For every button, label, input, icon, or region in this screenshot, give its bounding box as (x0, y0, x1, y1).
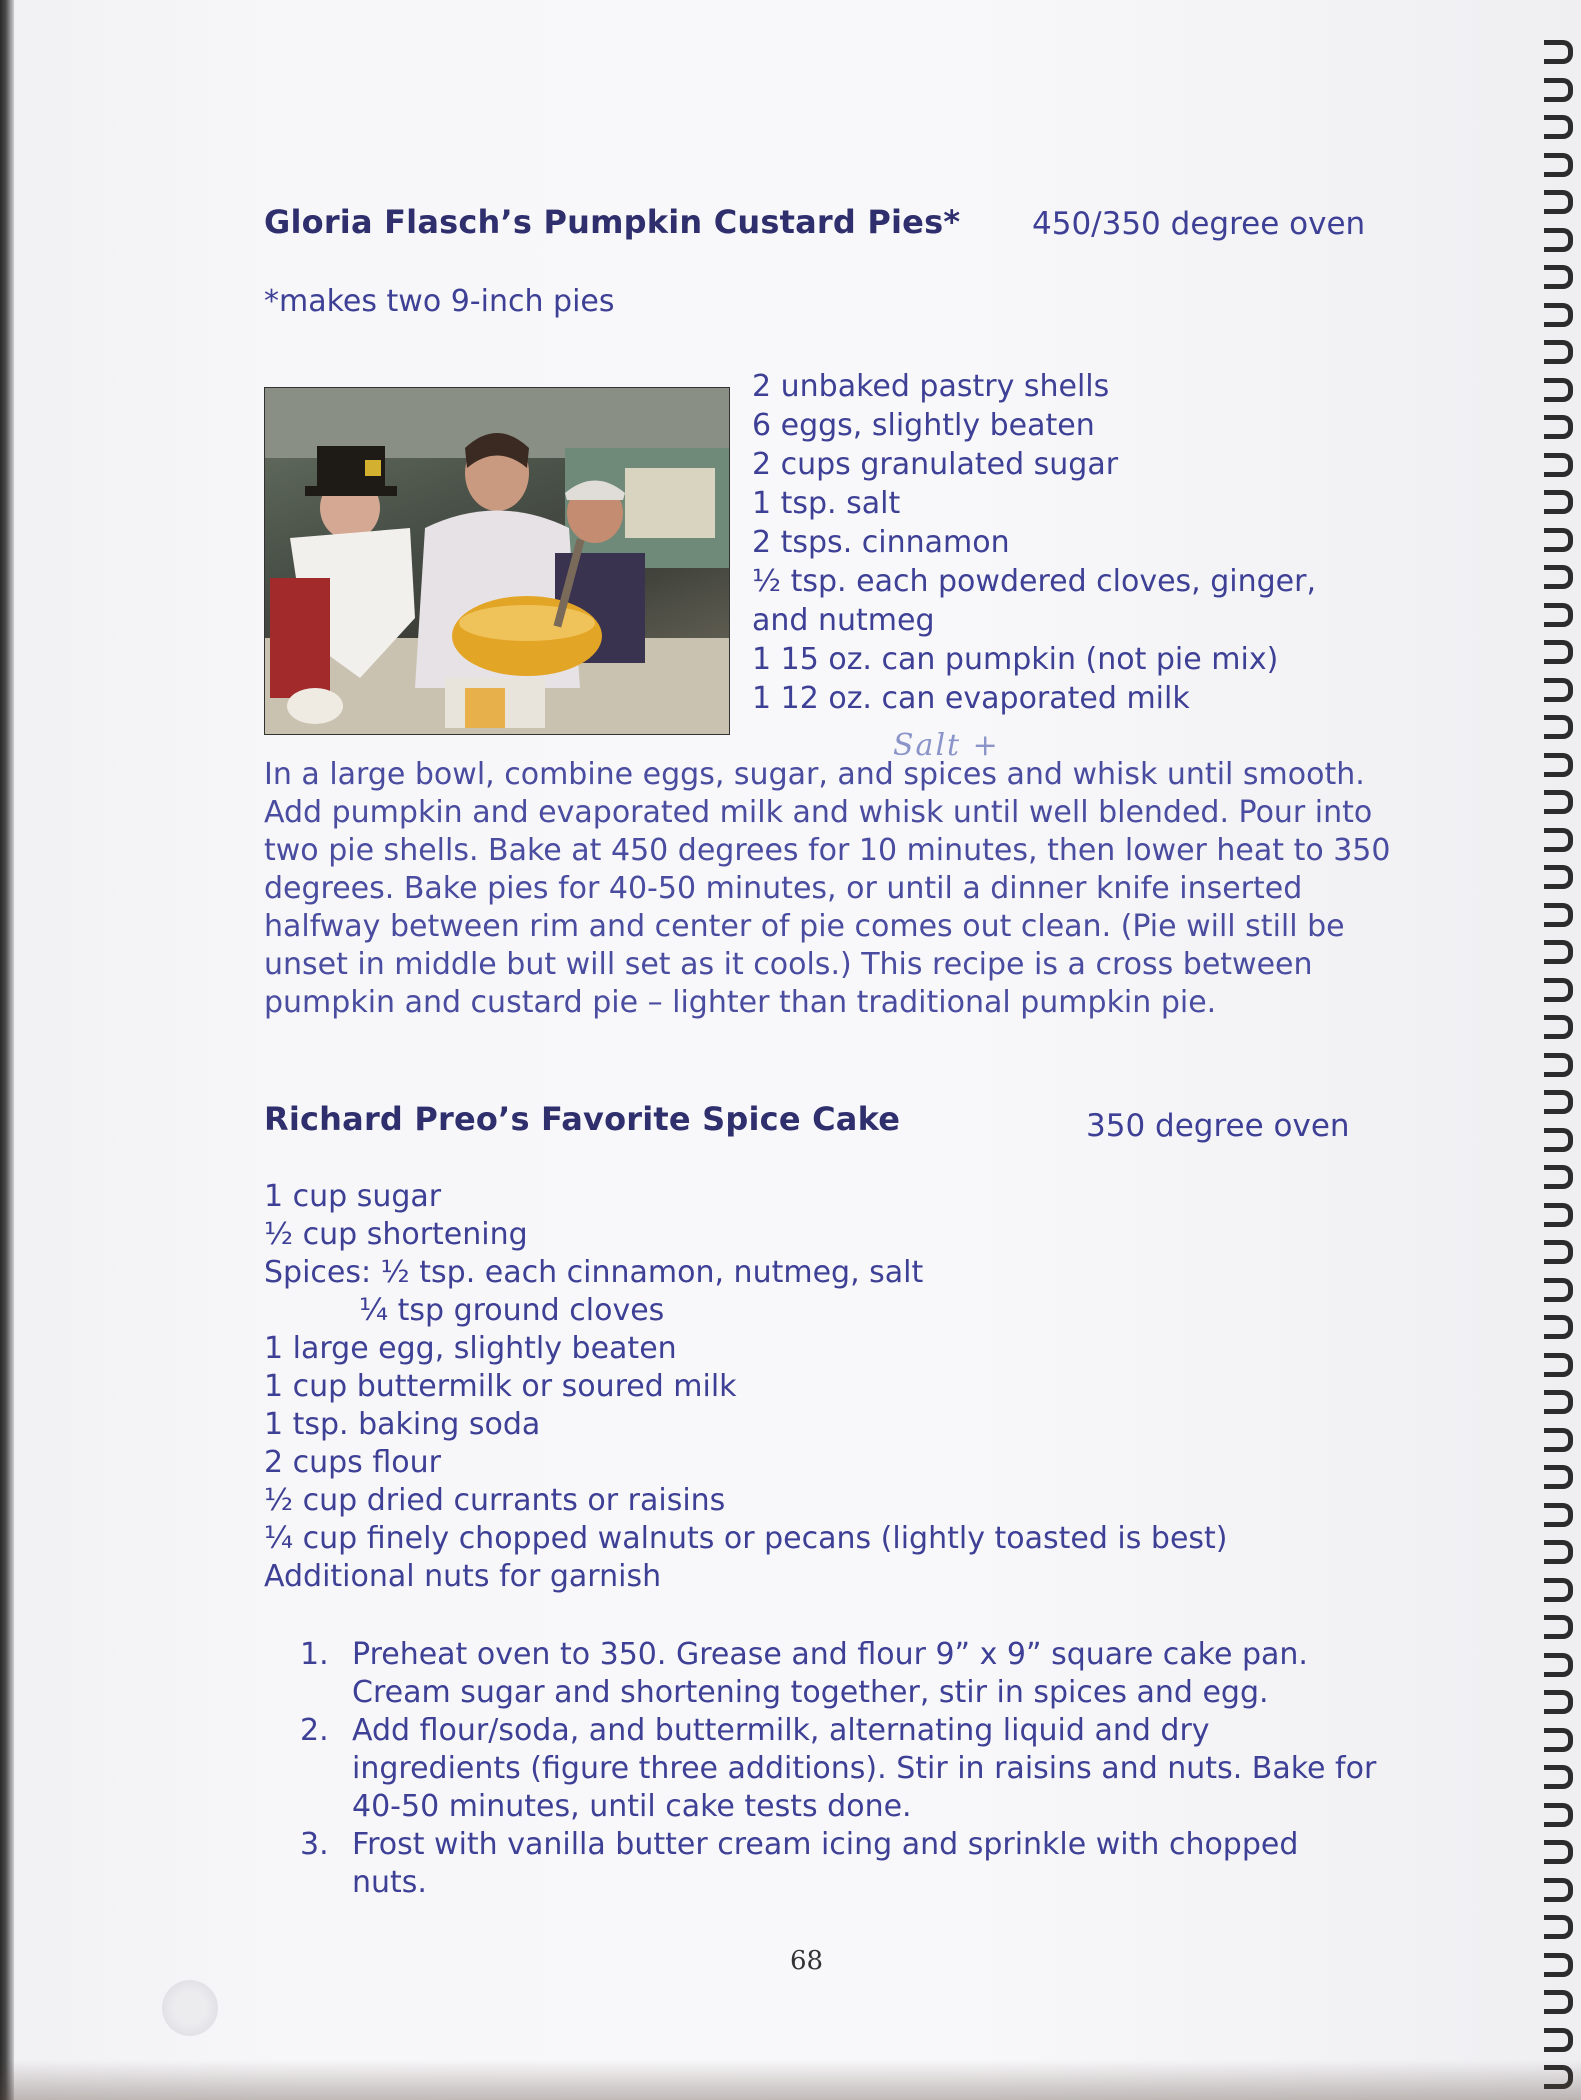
recipe1-oven-temp: 450/350 degree oven (1032, 206, 1366, 242)
coil-loop (1544, 1765, 1573, 1789)
list-item: 1 cup buttermilk or soured milk (264, 1369, 737, 1404)
list-item: Additional nuts for garnish (264, 1559, 662, 1594)
coil-loop (1544, 865, 1573, 889)
coil-loop (1544, 1878, 1573, 1902)
coil-loop (1544, 640, 1573, 664)
coil-loop (1544, 190, 1573, 214)
family-photo-icon (264, 387, 730, 735)
coil-loop (1544, 490, 1573, 514)
step-line: Cream sugar and shortening together, stir in spices and egg. (352, 1675, 1269, 1710)
coil-loop (1544, 340, 1573, 364)
coil-loop (1544, 678, 1573, 702)
coil-loop (1544, 115, 1573, 139)
coil-loop (1544, 903, 1573, 927)
page-edge-shadow (0, 0, 14, 2100)
coil-loop (1544, 1090, 1573, 1114)
coil-loop (1544, 1578, 1573, 1602)
instruction-line: halfway between rim and center of pie comes out clean. (Pie will still be (264, 909, 1345, 944)
coil-loop (1544, 828, 1573, 852)
step-number: 3. (300, 1827, 329, 1862)
list-item: 1 tsp. salt (752, 486, 901, 521)
handwritten-note: Salt + (893, 728, 1000, 763)
list-item: ½ cup dried currants or raisins (264, 1483, 726, 1518)
coil-loop (1544, 1503, 1573, 1527)
coil-loop (1544, 265, 1573, 289)
list-item: 6 eggs, slightly beaten (752, 408, 1095, 443)
page-bottom-shadow (0, 2060, 1581, 2100)
coil-loop (1544, 1428, 1573, 1452)
step-number: 2. (300, 1713, 329, 1748)
list-item: ½ cup shortening (264, 1217, 528, 1252)
coil-loop (1544, 603, 1573, 627)
coil-loop (1544, 978, 1573, 1002)
list-item: 2 cups granulated sugar (752, 447, 1119, 482)
step-item (300, 1636, 1380, 1712)
list-item: ½ tsp. each powdered cloves, ginger, (752, 564, 1317, 599)
spiral-binding-icon (1535, 40, 1581, 2080)
list-item: 2 tsps. cinnamon (752, 525, 1010, 560)
coil-loop (1544, 1053, 1573, 1077)
recipe1-yield-note: *makes two 9-inch pies (264, 284, 615, 319)
coil-loop (1544, 1840, 1573, 1864)
instruction-line: degrees. Bake pies for 40-50 minutes, or until a dinner knife inserted (264, 871, 1303, 906)
coil-loop (1544, 1390, 1573, 1414)
coil-loop (1544, 1803, 1573, 1827)
coil-loop (1544, 1278, 1573, 1302)
coil-loop (1544, 1690, 1573, 1714)
coil-loop (1544, 228, 1573, 252)
coil-loop (1544, 1315, 1573, 1339)
list-item: 1 15 oz. can pumpkin (not pie mix) (752, 642, 1279, 677)
coil-loop (1544, 1465, 1573, 1489)
list-item: 1 12 oz. can evaporated milk (752, 681, 1190, 716)
recipe1-ingredient-list (752, 367, 1382, 718)
coil-loop (1544, 303, 1573, 327)
recipe1-instructions (264, 756, 1391, 1022)
step-line: Frost with vanilla butter cream icing and sprinkle with chopped nuts. (352, 1827, 1299, 1900)
list-item: and nutmeg (752, 603, 935, 638)
coil-loop (1544, 1240, 1573, 1264)
coil-loop (1544, 1990, 1573, 2014)
coil-loop (1544, 453, 1573, 477)
recipe2-oven-temp: 350 degree oven (1086, 1108, 1350, 1144)
coil-loop (1544, 565, 1573, 589)
coil-loop (1544, 1203, 1573, 1227)
coil-loop (1544, 153, 1573, 177)
coil-loop (1544, 715, 1573, 739)
coil-loop (1544, 378, 1573, 402)
coil-loop (1544, 40, 1573, 64)
instruction-line: two pie shells. Bake at 450 degrees for 10 minutes, then lower heat to 350 (264, 833, 1391, 868)
page-number: 68 (790, 1946, 824, 1976)
coil-loop (1544, 1653, 1573, 1677)
step-line: 40-50 minutes, until cake tests done. (352, 1789, 912, 1824)
step-item (300, 1712, 1380, 1826)
instruction-line: unset in middle but will set as it cools.) This recipe is a cross between (264, 947, 1313, 982)
instruction-line: Add pumpkin and evaporated milk and whisk until well blended. Pour into (264, 795, 1373, 830)
coil-loop (1544, 415, 1573, 439)
list-item: ¼ tsp ground cloves (359, 1293, 665, 1328)
list-item: 1 cup sugar (264, 1179, 442, 1214)
step-line: Preheat oven to 350. Grease and flour 9” x 9” square cake pan. (352, 1637, 1308, 1672)
step-line: Add flour/soda, and buttermilk, alternating liquid and dry (352, 1713, 1210, 1748)
coil-loop (1544, 1128, 1573, 1152)
list-item: 1 tsp. baking soda (264, 1407, 541, 1442)
step-number: 1. (300, 1637, 329, 1672)
coil-loop (1544, 1915, 1573, 1939)
list-item: Spices: ½ tsp. each cinnamon, nutmeg, salt (264, 1255, 924, 1290)
list-item: 1 large egg, slightly beaten (264, 1331, 677, 1366)
coil-loop (1544, 790, 1573, 814)
list-item: 2 cups flour (264, 1445, 441, 1480)
coil-loop (1544, 78, 1573, 102)
recipe1-title: Gloria Flasch’s Pumpkin Custard Pies* (264, 203, 961, 241)
coil-loop (1544, 2028, 1573, 2052)
coil-loop (1544, 1615, 1573, 1639)
list-item: 2 unbaked pastry shells (752, 369, 1110, 404)
instruction-line: pumpkin and custard pie – lighter than traditional pumpkin pie. (264, 985, 1217, 1020)
recipe2-steps (300, 1636, 1380, 1902)
step-item (300, 1826, 1380, 1902)
coil-loop (1544, 940, 1573, 964)
coil-loop (1544, 1953, 1573, 1977)
coil-loop (1544, 1353, 1573, 1377)
list-item: ¼ cup finely chopped walnuts or pecans (lightly toasted is best) (264, 1521, 1228, 1556)
coil-loop (1544, 1165, 1573, 1189)
punch-hole-mark (162, 1980, 218, 2036)
recipe2-ingredient-list (264, 1178, 1364, 1596)
coil-loop (1544, 1728, 1573, 1752)
coil-loop (1544, 753, 1573, 777)
instruction-line: In a large bowl, combine eggs, sugar, and spices and whisk until smooth. (264, 757, 1365, 792)
coil-loop (1544, 1015, 1573, 1039)
coil-loop (1544, 1540, 1573, 1564)
recipe2-title: Richard Preo’s Favorite Spice Cake (264, 1100, 901, 1138)
step-line: ingredients (figure three additions). Stir in raisins and nuts. Bake for (352, 1751, 1377, 1786)
coil-loop (1544, 528, 1573, 552)
